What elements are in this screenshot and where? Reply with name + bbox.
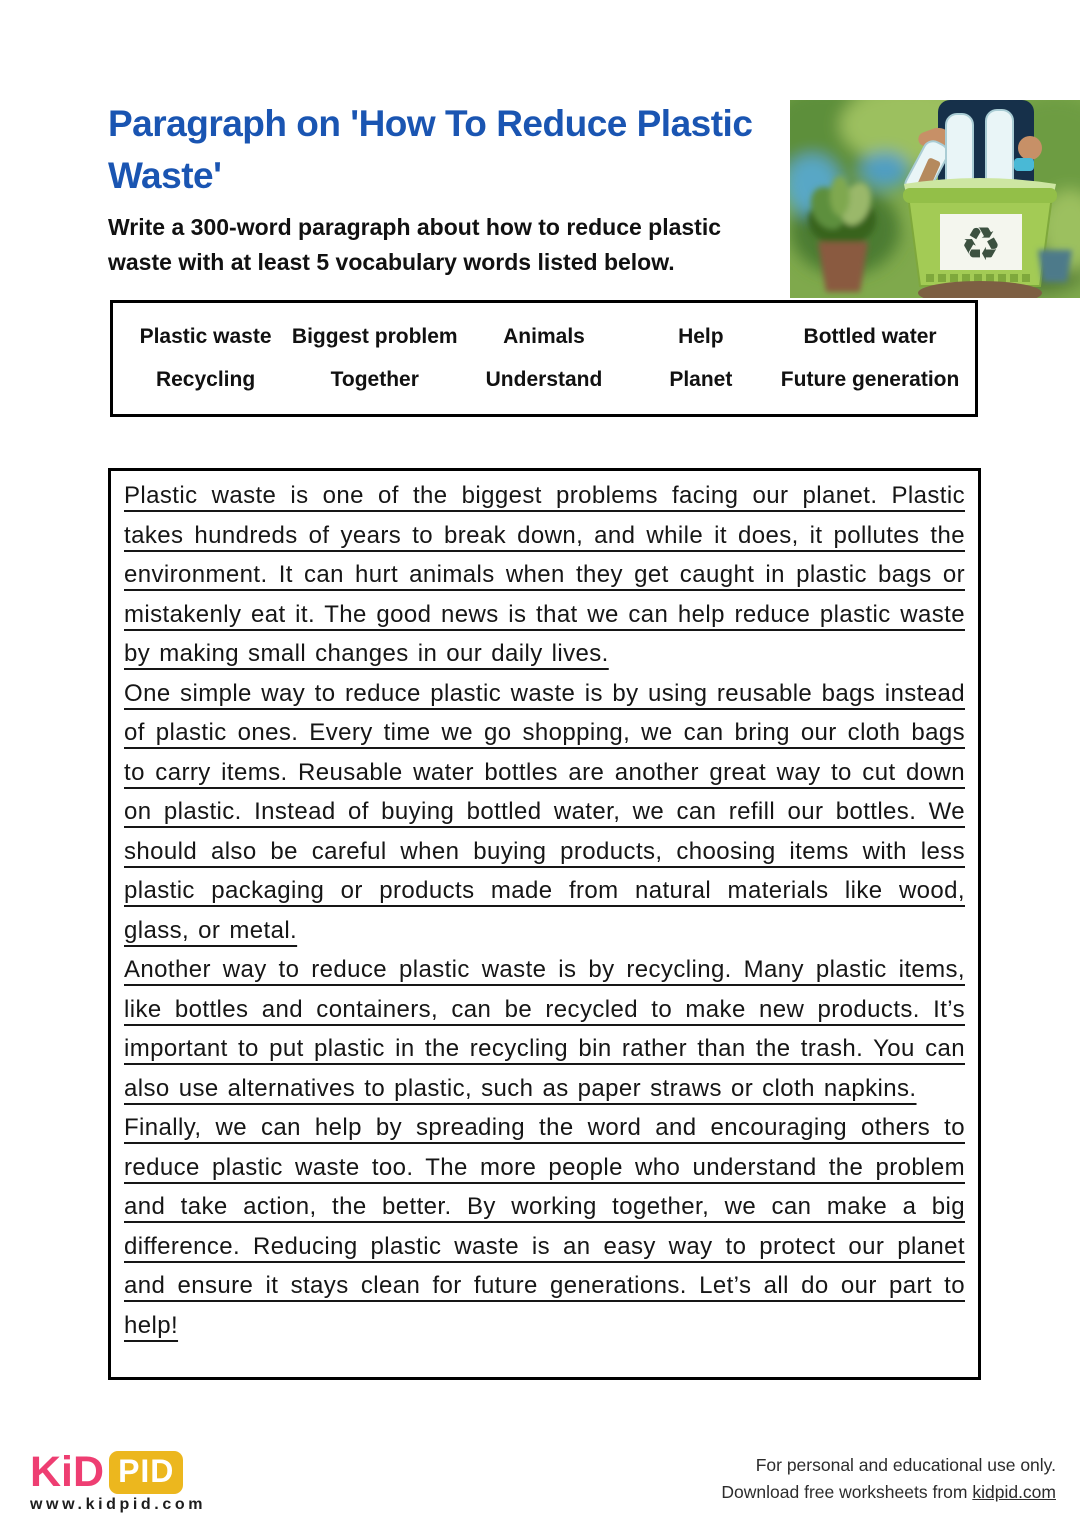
vocab-word: Plastic waste bbox=[139, 325, 272, 349]
page-instructions-line2: waste with at least 5 vocabulary words listed below. bbox=[108, 249, 675, 275]
vocabulary-row-2 bbox=[123, 368, 965, 392]
vocab-word: Bottled water bbox=[803, 325, 937, 349]
essay-paragraph-3: Another way to reduce plastic waste is by recycling. Many plastic items, like bottles and containers, can be recycled to make new products. It’s important to put plastic in the recycling bin rather than the trash. You can also use alternatives to plastic, such as paper straws or cloth napkins. bbox=[124, 956, 965, 1102]
page-instructions-line1: Write a 300-word paragraph about how to reduce plastic bbox=[108, 214, 722, 240]
logo-kid-text: KiD bbox=[30, 1448, 105, 1496]
vocab-word: Understand bbox=[485, 367, 603, 391]
kidpid-logo bbox=[30, 1448, 183, 1497]
recycle-symbol-icon: ♻ bbox=[960, 217, 1002, 271]
vocab-word: Help bbox=[678, 325, 724, 349]
footer-note bbox=[721, 1452, 1056, 1506]
vocab-word: Recycling bbox=[155, 367, 256, 391]
page-instructions bbox=[108, 210, 721, 280]
page-title bbox=[108, 98, 752, 202]
footer-note-line2 bbox=[721, 1479, 1056, 1506]
page-title-line2: Waste' bbox=[108, 155, 222, 196]
essay-paragraph-4: Finally, we can help by spreading the word and encouraging others to reduce plastic waste too. The more people who understand the problem and take action, the better. By working together, we can make a big difference. Reducing plastic waste is an easy way to protect our planet and ensure it stays clean for future generations. Let’s all do our part to help! bbox=[124, 1114, 965, 1339]
logo-website-text: www.kidpid.com bbox=[30, 1496, 207, 1513]
vocab-word: Biggest problem bbox=[291, 325, 458, 349]
logo-pid-badge: PID bbox=[109, 1451, 183, 1494]
recycling-photo-illustration bbox=[790, 100, 1080, 298]
vocab-word: Planet bbox=[669, 367, 733, 391]
vocab-word: Future generation bbox=[780, 367, 960, 391]
vocabulary-row-1 bbox=[123, 325, 965, 349]
vocab-word: Together bbox=[330, 367, 419, 391]
footer-note-line1: For personal and educational use only. bbox=[755, 1455, 1056, 1475]
kidpid-link[interactable]: kidpid.com bbox=[972, 1482, 1056, 1502]
vocabulary-box bbox=[110, 300, 978, 417]
footer-note-line2-prefix: Download free worksheets from bbox=[721, 1482, 973, 1502]
worksheet-photo bbox=[790, 100, 1080, 298]
recycling-bin bbox=[903, 188, 1057, 286]
essay-box bbox=[108, 468, 981, 1380]
page-title-line1: Paragraph on 'How To Reduce Plastic bbox=[108, 103, 753, 144]
essay-paragraph-1: Plastic waste is one of the biggest problems facing our planet. Plastic takes hundreds of years to break down, and while it does, it pollutes the environment. It can hurt animals when they get caught in plastic bags or mistakenly eat it. The good news is that we can help reduce plastic waste by making small changes in our daily lives. bbox=[124, 482, 965, 667]
essay-paragraph-2: One simple way to reduce plastic waste is by using reusable bags instead of plastic ones. Every time we go shopping, we can bring our cloth bags to carry items. Reusable water bottles are another great way to cut down on plastic. Instead of buying bottled water, we can refill our bottles. We should also be careful when buying products, choosing items with less plastic packaging or products made from natural materials like wood, glass, or metal. bbox=[124, 679, 965, 944]
vocab-word: Animals bbox=[503, 325, 585, 349]
